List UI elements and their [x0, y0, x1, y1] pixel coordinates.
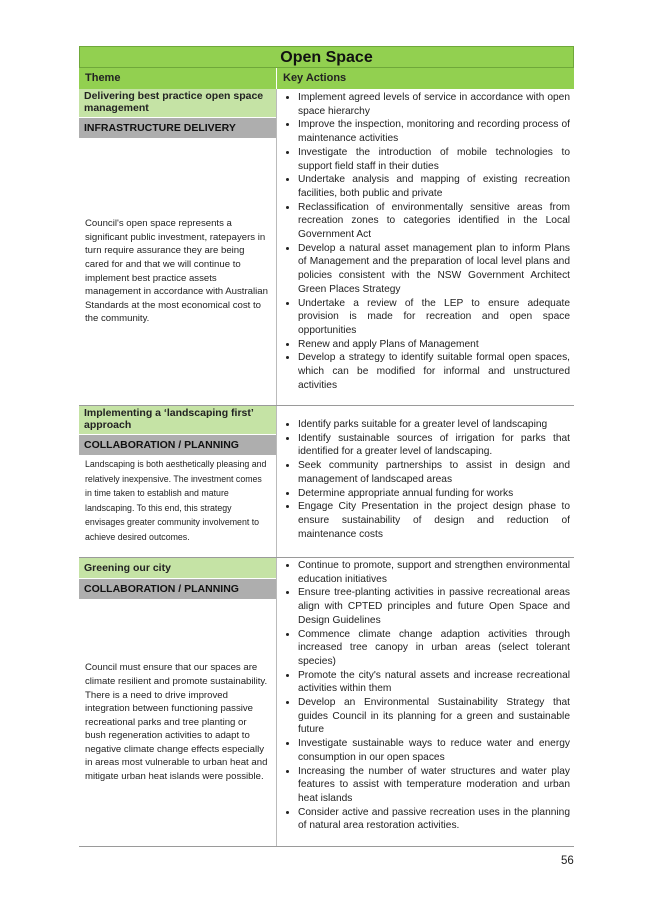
section-actions	[277, 558, 574, 846]
section-theme: Greening our city	[79, 558, 276, 578]
section-description: Council's open space represents a significant public investment, ratepayers in turn require assurance they are being cared for and that we will continue to implement best practice assets management in accordance with Australian Standards at the most economical cost to the community.	[85, 218, 268, 325]
section-theme: Implementing a ‘landscaping first’ approach	[79, 406, 276, 434]
actions-list	[283, 559, 570, 833]
section-description: Council must ensure that our spaces are climate resilient and promote sustainability. There is a need to drive improved integration between functioning passive recreational parks and tree planting or bush regeneration activities to adapt to negative climate change effects especially in areas most vulnerable to urban heat and mitigate urban heat islands were possible.	[85, 662, 268, 783]
action-item: • Seek community partnerships to assist in design and management of landscaped areas	[298, 459, 570, 486]
section-best-practice	[79, 89, 574, 406]
page-number: 56	[561, 855, 574, 867]
key-actions-header: Key Actions	[283, 72, 347, 84]
open-space-table	[79, 46, 574, 847]
section-theme-column	[79, 558, 277, 846]
section-theme-column	[79, 406, 277, 557]
section-category: COLLABORATION / PLANNING	[79, 434, 276, 455]
action-item: • Investigate the introduction of mobile technologies to support field staff in their duties	[298, 146, 570, 173]
action-item: • Identify sustainable sources of irrigation for parks that identified for a greater level of landscaping.	[298, 432, 570, 459]
section-actions	[277, 89, 574, 405]
action-item: • Determine appropriate annual funding for works	[298, 487, 570, 501]
action-item: • Develop a strategy to identify suitable formal open spaces, which can be modified for informal and unstructured activities	[298, 351, 570, 392]
action-item: • Develop an Environmental Sustainability Strategy that guides Council in its planning for a green and sustainable future	[298, 696, 570, 737]
table-title: Open Space	[79, 46, 574, 68]
section-theme: Delivering best practice open space management	[79, 89, 276, 117]
action-item: • Increasing the number of water structures and water play features to assist with temperature moderation and urban heat islands	[298, 765, 570, 806]
action-item: • Undertake a review of the LEP to ensure adequate provision is made for recreation and open space opportunities	[298, 297, 570, 338]
actions-list	[283, 418, 570, 541]
actions-list	[283, 91, 570, 392]
action-item: • Ensure tree-planting activities in passive recreational areas align with CPTED principles and future Open Space and Design Guidelines	[298, 586, 570, 627]
action-item: • Engage City Presentation in the project design phase to ensure sustainability of design and reduction of maintenance costs	[298, 500, 570, 541]
section-category: COLLABORATION / PLANNING	[79, 578, 276, 599]
section-theme-column	[79, 89, 277, 405]
action-item: • Continue to promote, support and strengthen environmental education initiatives	[298, 559, 570, 586]
action-item: • Renew and apply Plans of Management	[298, 338, 570, 352]
section-actions	[277, 406, 574, 557]
action-item: • Consider active and passive recreation uses in the planning of natural area restoration activities.	[298, 806, 570, 833]
section-greening-our-city	[79, 558, 574, 847]
action-item: • Undertake analysis and mapping of existing recreation facilities, both public and private	[298, 173, 570, 200]
action-item: • Commence climate change adaption activities through increased tree canopy in urban areas (select tolerant species)	[298, 628, 570, 669]
action-item: • Implement agreed levels of service in accordance with open space hierarchy	[298, 91, 570, 118]
section-description: Landscaping is both aesthetically pleasing and relatively inexpensive. The investment comes in time taken to establish and mature landscaping. To this end, this strategy envisages greater community involvement to achieve desired outcomes.	[85, 459, 267, 542]
theme-header: Theme	[79, 68, 277, 89]
section-category: INFRASTRUCTURE DELIVERY	[79, 117, 276, 138]
action-item: • Investigate sustainable ways to reduce water and energy consumption in our open spaces	[298, 737, 570, 764]
table-header-row	[79, 68, 574, 89]
action-item: • Promote the city's natural assets and increase recreational activities within them	[298, 669, 570, 696]
action-item: • Reclassification of environmentally sensitive areas from recreation zones to categories identified in the Local Government Act	[298, 201, 570, 242]
action-item: • Improve the inspection, monitoring and recording process of maintenance activities	[298, 118, 570, 145]
action-item: • Identify parks suitable for a greater level of landscaping	[298, 418, 570, 432]
action-item: • Develop a natural asset management plan to inform Plans of Management and the preparation of local level plans and policies consistent with the NSW Government Architect Green Places Strategy	[298, 242, 570, 297]
section-landscaping-first	[79, 406, 574, 558]
